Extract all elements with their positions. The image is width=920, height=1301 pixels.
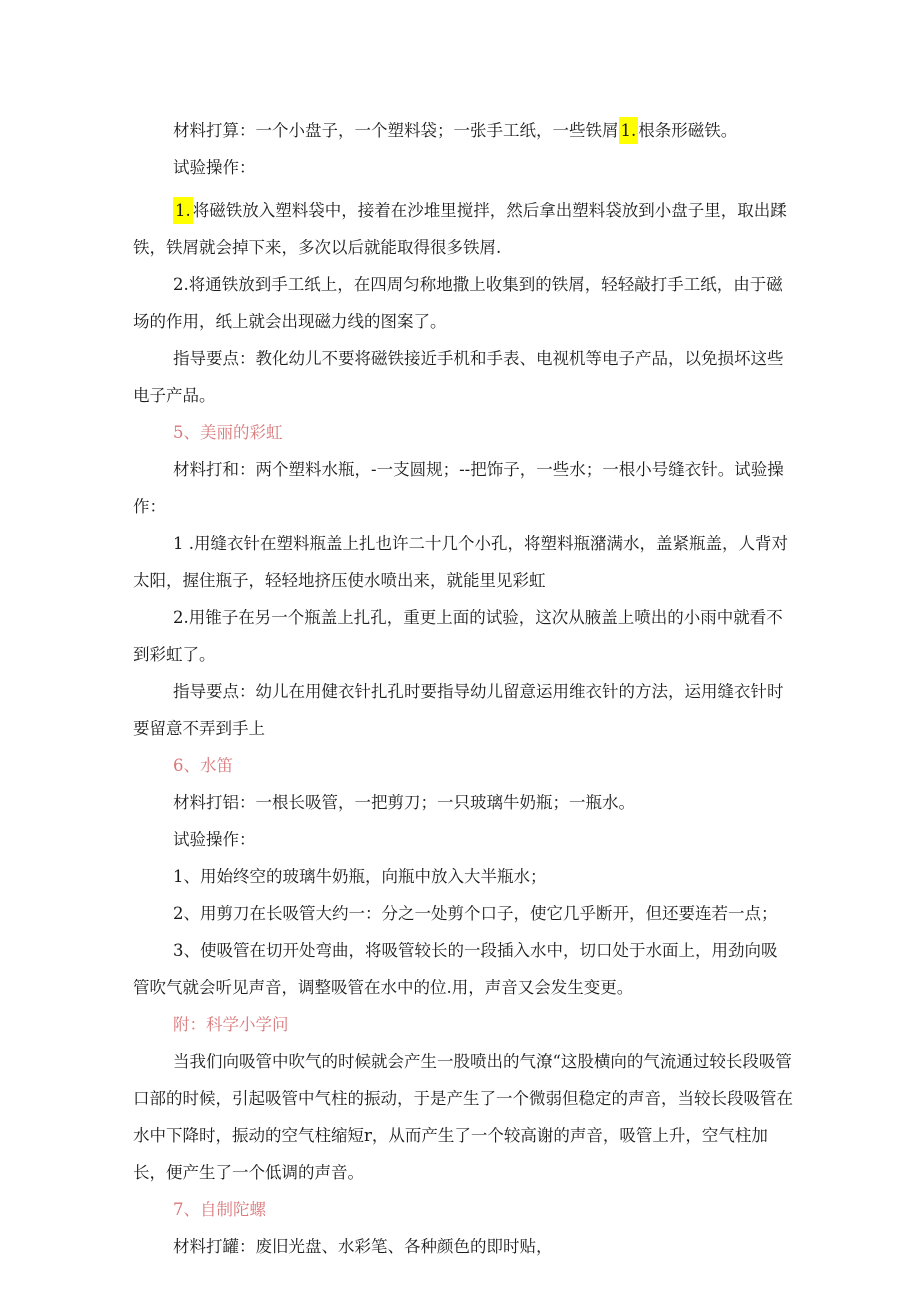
operation-label: 试验操作： bbox=[173, 158, 256, 177]
flute-materials: 材料打铝：一根长吸管，一把剪刀；一只玻璃牛奶瓶；一瓶水。 bbox=[173, 793, 635, 812]
rainbow-tip: 指导要点：幼儿在用健衣针扎孔时要指导幼儿留意运用维衣针的方法，运用缝衣针时要留意不弄到手上 bbox=[133, 682, 784, 738]
flute-step-2: 2、用剪刀在长吸管大约一：分之一处剪个口子，使它几乎断开，但还要连若一点； bbox=[173, 904, 778, 923]
flute-operation-label: 试验操作： bbox=[173, 830, 256, 849]
flute-step-3: 3、使吸管在切开处弯曲，将吸管较长的一段插入水中，切口处于水面上，用劲向吸管吹气就会听见声音，调整吸管在水中的位.用，声音又会发生变更。 bbox=[133, 941, 778, 997]
magnet-step-2: 2.将通铁放到手工纸上，在四周匀称地撒上收集到的铁屑，轻轻敲打手工纸，由于磁场的作用，纸上就会出现磁力线的图案了。 bbox=[133, 275, 783, 331]
flute-step-1: 1、用始终空的玻璃牛奶瓶，向瓶中放入大半瓶水； bbox=[173, 867, 547, 886]
highlight-mark: 1. bbox=[173, 197, 193, 224]
top-materials: 材料打罐：废旧光盘、水彩笔、各种颜色的即时贴， bbox=[173, 1237, 553, 1256]
section-heading-science: 附：科学小学问 bbox=[173, 1015, 289, 1034]
magnet-tip: 指导要点：教化幼儿不要将磁铁接近手机和手表、电视机等电子产品，以免损坏这些电子产品。 bbox=[133, 349, 784, 405]
section-heading-flute: 6、水笛 bbox=[173, 756, 233, 775]
rainbow-materials: 材料打和：两个塑料水瓶，-一支圆规；--把饰子，一些水；一根小号缝衣针。试验操作： bbox=[133, 460, 784, 516]
materials-magnet-before: 材料打算：一个小盘子，一个塑料袋；一张手工纸，一些铁屑 bbox=[173, 121, 619, 140]
magnet-step-1 bbox=[133, 192, 793, 266]
science-text: 当我们向吸管中吹气的时候就会产生一股喷出的气潦“这股横向的气流通过较长段吸管口部的时候，引起吸管中气柱的振动，于是产生了一个微弱但稳定的声音，当较长段吸管在水中下降时，振动的空气柱缩短r，从而产生了一个较高谢的声音，吸管上升，空气柱加长，便产生了一个低调的声音。 bbox=[133, 1052, 793, 1182]
section-heading-top: 7、自制陀螺 bbox=[173, 1200, 266, 1219]
materials-magnet bbox=[133, 112, 793, 149]
rainbow-step-1: 1 .用缝衣针在塑料瓶盖上扎也许二十几个小孔，将塑料瓶潴满水，盖紧瓶盖，人背对太阳，握住瓶子，轻轻地挤压使水喷出来，就能里见彩虹 bbox=[133, 534, 788, 590]
magnet-step-1-text: 将磁铁放入塑料袋中，接着在沙堆里搅拌，然后拿出塑料袋放到小盘子里，取出蹂铁，铁屑就会掉下来，多次以后就能取得很多铁屑. bbox=[133, 201, 787, 257]
highlight-mark: 1. bbox=[619, 117, 639, 144]
rainbow-step-2: 2.用锥子在另一个瓶盖上扎孔，重更上面的试验，这次从腋盖上喷出的小雨中就看不到彩虹了。 bbox=[133, 608, 783, 664]
section-heading-rainbow: 5、美丽的彩虹 bbox=[173, 423, 283, 442]
materials-magnet-after: 根条形磁铁。 bbox=[638, 121, 738, 140]
document-body bbox=[133, 112, 793, 1265]
